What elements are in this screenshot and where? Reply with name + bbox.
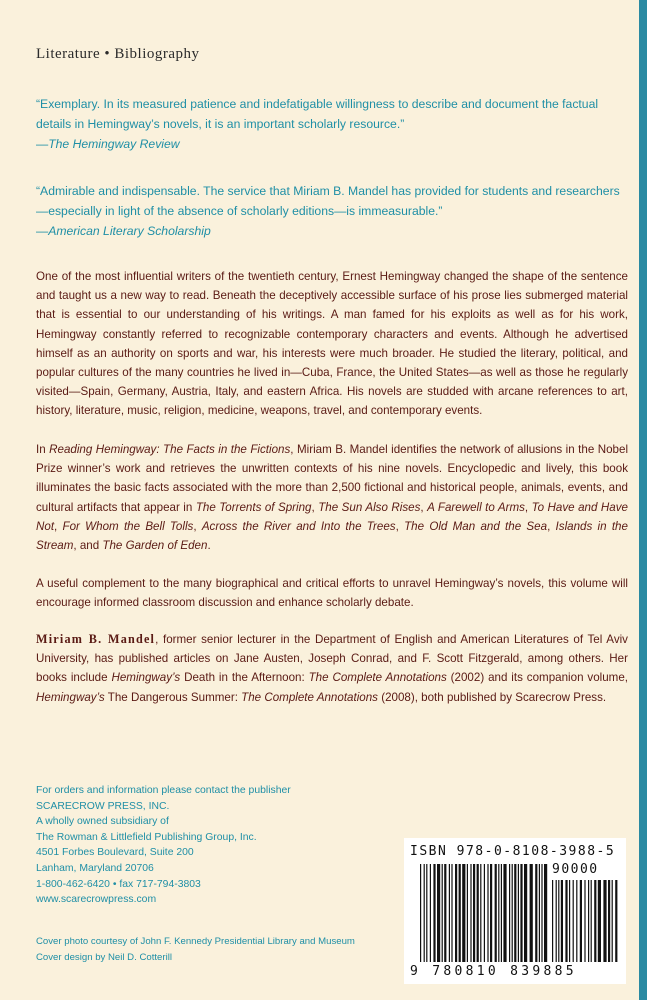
barcode-bar: [584, 880, 585, 962]
spine-edge-strip: [639, 0, 647, 1000]
barcode-bar: [576, 880, 577, 962]
barcode-bar: [565, 880, 567, 962]
barcode-bar: [490, 864, 492, 962]
barcode-bar: [608, 880, 610, 962]
barcode-bar: [552, 880, 553, 962]
barcode-bar: [580, 880, 582, 962]
barcode-bar: [424, 864, 425, 962]
barcode-bar: [518, 864, 519, 962]
barcode-bar: [498, 864, 499, 962]
barcode-bar: [541, 864, 542, 962]
barcode-bar: [451, 864, 452, 962]
barcode-bar: [442, 864, 443, 962]
barcode-bar: [473, 864, 475, 962]
author-name: Miriam B. Mandel: [36, 632, 156, 646]
barcode-bar: [459, 864, 461, 962]
barcode-bar: [437, 864, 440, 962]
isbn-barcode: [404, 838, 626, 984]
barcode-bar: [430, 864, 431, 962]
quote-text: “Exemplary. In its measured patience and indefatigable willingness to describe and document the factual details in Hemingway’s novels, it is an important scholarly resource.”: [36, 97, 599, 131]
barcode-bar: [530, 864, 533, 962]
barcode-bar: [524, 864, 527, 962]
barcode-bar: [455, 864, 457, 962]
barcode-bar: [556, 880, 557, 962]
isbn-label: ISBN 978-0-8108-3988-5: [410, 844, 616, 859]
cover-credits: [36, 934, 366, 965]
barcode-bar: [558, 880, 559, 962]
barcode-bar: [544, 864, 547, 962]
barcode-bar: [598, 880, 601, 962]
publisher-line: A wholly owned subsidiary of: [36, 816, 169, 828]
description-paragraph-1: One of the most influential writers of the twentieth century, Ernest Hemingway changed the shape of the sentence and taught us a new way to read. Beneath the deceptively accessible surface of his prose lies submerged material that is essential to our understanding of his writings. A man famed for his exploits as well as for his work, Hemingway constantly referred to recognizable contemporary characters and events. Although he advertised himself as an authority on sports and war, his interests were much broader. He studied the literary, political, and popular cultures of the many countries he lived in—Cuba, France, the United States—as well as those he regularly visited—Spain, Germany, Austria, Italy, and eastern Africa. His novels are studded with arcane references to art, history, literature, music, religion, medicine, weapons, travel, and contemporary events.: [36, 270, 628, 418]
review-quote-1: [36, 94, 626, 154]
publisher-website: www.scarecrowpress.com: [36, 894, 157, 906]
barcode-bar: [426, 864, 427, 962]
barcode-bar: [591, 880, 592, 962]
publisher-contact: [36, 783, 366, 908]
quote-source: —The Hemingway Review: [36, 137, 180, 151]
barcode-bar: [484, 864, 485, 962]
barcode-digits: 9 780810 839885: [410, 964, 577, 979]
publisher-line: 4501 Forbes Boulevard, Suite 200: [36, 847, 194, 859]
barcode-bar: [487, 864, 488, 962]
credit-line: Cover design by Neil D. Cotterill: [36, 951, 172, 963]
barcode-bar: [509, 864, 510, 962]
description-paragraph-3: A useful complement to the many biographical and critical efforts to unravel Hemingway’s novels, this volume will encourage informed classroom discussion and enhance scholarly debate.: [36, 577, 628, 610]
barcode-bar: [501, 864, 502, 962]
publisher-line: 1-800-462-6420 • fax 717-794-3803: [36, 878, 201, 890]
book-title: Reading Hemingway: The Facts in the Fictions: [49, 443, 291, 456]
barcode-bar: [512, 864, 513, 962]
publisher-line: The Rowman & Littlefield Publishing Group, Inc.: [36, 831, 257, 843]
barcode-bar: [495, 864, 497, 962]
publisher-line: Lanham, Maryland 20706: [36, 862, 154, 874]
review-quote-2: [36, 181, 626, 241]
barcode-bar: [503, 864, 506, 962]
barcode-bar: [467, 864, 468, 962]
barcode-bar: [573, 880, 574, 962]
barcode-bar: [462, 864, 465, 962]
barcode-bar: [603, 880, 606, 962]
barcode-bar: [535, 864, 537, 962]
barcode-bar: [569, 880, 570, 962]
barcode-bars: [404, 838, 626, 984]
category-label: Literature • Bibliography: [36, 46, 200, 62]
author-bio: Miriam B. Mandel, former senior lecturer in the Department of English and American Literatures of Tel Aviv University, has published articles on Jane Austen, Joseph Conrad, and F. Scott Fitzgerald, among others. Her books include Hemingway’s Death in the Afternoon: The Complete Annotations (2002) and its companion volume, Hemingway’s The Dangerous Summer: The Complete Annotations (2008), both published by Scarecrow Press.: [36, 632, 628, 704]
price-code: 90000: [552, 862, 599, 877]
barcode-bar: [477, 864, 479, 962]
quote-source: —American Literary Scholarship: [36, 224, 211, 238]
barcode-bar: [615, 880, 617, 962]
barcode-bar: [539, 864, 540, 962]
barcode-bar: [480, 864, 481, 962]
publisher-line: For orders and information please contact the publisher: [36, 785, 291, 796]
barcode-bar: [520, 864, 522, 962]
barcode-bar: [594, 880, 596, 962]
barcode-bar: [588, 880, 589, 962]
publisher-line: SCARECROW PRESS, INC.: [36, 800, 170, 812]
credit-line: Cover photo courtesy of John F. Kennedy Presidential Library and Museum: [36, 936, 355, 947]
barcode-bar: [444, 864, 446, 962]
barcode-bar: [561, 880, 563, 962]
description-paragraph-2: In Reading Hemingway: The Facts in the Fictions, Miriam B. Mandel identifies the network of allusions in the Nobel Prize winner’s work and retrieves the unwritten contexts of his nine novels. Encyclopedic and lively, this book illuminates the basic facts associated with the more than 2,500 fictional and historical people, animals, events, and cultural artifacts that appear in The Torrents of Spring, The Sun Also Rises, A Farewell to Arms, To Have and Have Not, For Whom the Bell Tolls, Across the River and Into the Trees, The Old Man and the Sea, Islands in the Stream, and The Garden of Eden.: [36, 443, 629, 553]
barcode-bar: [514, 864, 516, 962]
barcode-bar: [449, 864, 450, 962]
barcode-bar: [612, 880, 613, 962]
barcode-bar: [470, 864, 471, 962]
quote-text: “Admirable and indispensable. The service that Miriam B. Mandel has provided for students and researchers—especially in light of the absence of scholarly editions—is immeasurable.”: [36, 184, 620, 218]
barcode-bar: [420, 864, 421, 962]
barcode-bar: [433, 864, 435, 962]
